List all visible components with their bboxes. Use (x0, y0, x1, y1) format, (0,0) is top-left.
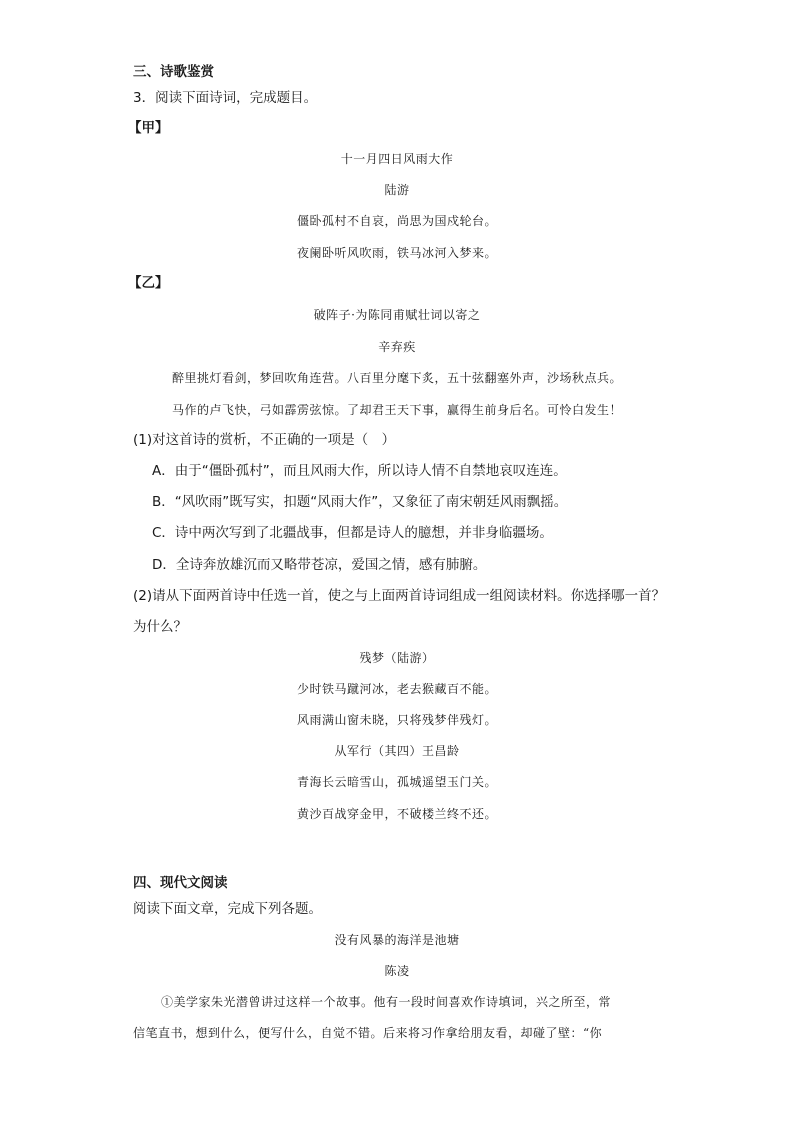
poem-congjunxing-heading: 从军行（其四）王昌龄 (334, 744, 460, 758)
question-2-stem-cont: 为什么？ (133, 619, 187, 635)
poem-yi-line: 醉里挑灯看剑，梦回吹角连营。八百里分麾下炙，五十弦翻塞外声，沙场秋点兵。 (171, 371, 622, 385)
poem-yi-title: 破阵子·为陈同甫赋壮词以寄之 (313, 308, 481, 322)
poem-jia-line: 夜阑卧听风吹雨，铁马冰河入梦来。 (296, 246, 497, 260)
poem-canmeng-heading: 残梦（陆游） (359, 651, 435, 665)
poem-jia-line: 僵卧孤村不自哀，尚思为国戍轮台。 (296, 214, 497, 228)
poem-canmeng-line: 少时铁马蹴河冰，老去猴藏百不能。 (296, 682, 497, 696)
question-1-stem: (1)对这首诗的赏析，不正确的一项是（ ） (133, 432, 396, 448)
option-c: C．诗中两次写到了北疆战事，但都是诗人的臆想，并非身临疆场。 (152, 525, 553, 541)
option-b: B．“风吹雨”既写实，扣题“风雨大作”，又象征了南宋朝廷风雨飘摇。 (152, 494, 568, 510)
article-title: 没有风暴的海洋是池塘 (334, 933, 460, 947)
option-d: D．全诗奔放雄沉而又略带苍凉，爱国之情，感有肺腑。 (152, 557, 487, 573)
option-a: A．由于“僵卧孤村”，而且风雨大作，所以诗人情不自禁地哀叹连连。 (152, 463, 567, 479)
article-paragraph-line: ①美学家朱光潜曾讲过这样一个故事。他有一段时间喜欢作诗填词，兴之所至，常 (161, 995, 612, 1009)
section-4-instruction: 阅读下面文章，完成下列各题。 (133, 901, 322, 917)
poem-jia-author: 陆游 (384, 183, 410, 197)
label-jia: 【甲】 (128, 120, 169, 136)
poem-congjunxing-line: 黄沙百战穿金甲，不破楼兰终不还。 (296, 807, 497, 821)
poem-jia-title: 十一月四日风雨大作 (340, 152, 454, 166)
poem-congjunxing-line: 青海长云暗雪山，孤城遥望玉门关。 (296, 775, 497, 789)
poem-yi-author: 辛弃疾 (378, 340, 416, 354)
poem-yi-line: 马作的卢飞快，弓如霹雳弦惊。了却君王天下事，赢得生前身后名。可怜白发生！ (171, 403, 622, 417)
article-paragraph-line: 信笔直书，想到什么，便写什么，自觉不错。后来将习作拿给朋友看，却碰了壁：“你 (133, 1026, 603, 1040)
section-4-heading: 四、现代文阅读 (133, 875, 228, 891)
label-yi: 【乙】 (128, 275, 169, 291)
poem-canmeng-line: 风雨满山窗未晓，只将残梦伴残灯。 (296, 713, 497, 727)
question-2-stem: (2)请从下面两首诗中任选一首，使之与上面两首诗词组成一组阅读材料。你选择哪一首？ (133, 588, 666, 604)
question-3-prompt: 3．阅读下面诗词，完成题目。 (133, 90, 318, 106)
article-author: 陈凌 (384, 964, 410, 978)
section-3-heading: 三、诗歌鉴赏 (133, 64, 214, 80)
